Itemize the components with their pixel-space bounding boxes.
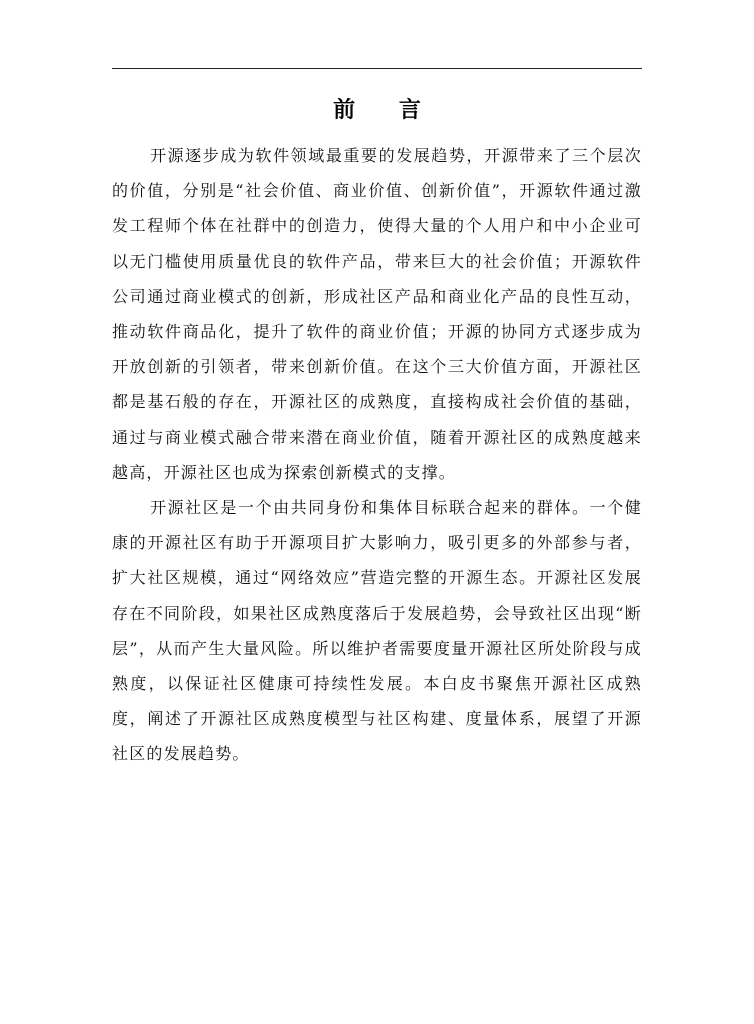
body-text [112, 138, 642, 772]
paragraph-2: 开源社区是一个由共同身份和集体目标联合起来的群体。一个健康的开源社区有助于开源项目扩大影响力，吸引更多的外部参与者，扩大社区规模，通过“网络效应”营造完整的开源生态。开源社区发展存在不同阶段，如果社区成熟度落后于发展趋势，会导致社区出现“断层”，从而产生大量风险。所以维护者需要度量开源社区所处阶段与成熟度，以保证社区健康可持续性发展。本白皮书聚焦开源社区成熟度，阐述了开源社区成熟度模型与社区构建、度量体系，展望了开源社区的发展趋势。 [112, 498, 642, 764]
header-rule [112, 68, 642, 69]
paragraph-1: 开源逐步成为软件领域最重要的发展趋势，开源带来了三个层次的价值，分别是“社会价值、商业价值、创新价值”，开源软件通过激发工程师个体在社群中的创造力，使得大量的个人用户和中小企业可以无门槛使用质量优良的软件产品，带来巨大的社会价值；开源软件公司通过商业模式的创新，形成社区产品和商业化产品的良性互动，推动软件商品化，提升了软件的商业价值；开源的协同方式逐步成为开放创新的引领者，带来创新价值。在这个三大价值方面，开源社区都是基石般的存在，开源社区的成熟度，直接构成社会价值的基础，通过与商业模式融合带来潜在商业价值，随着开源社区的成熟度越来越高，开源社区也成为探索创新模式的支撑。 [112, 146, 642, 482]
page-title: 前 言 [333, 98, 439, 123]
